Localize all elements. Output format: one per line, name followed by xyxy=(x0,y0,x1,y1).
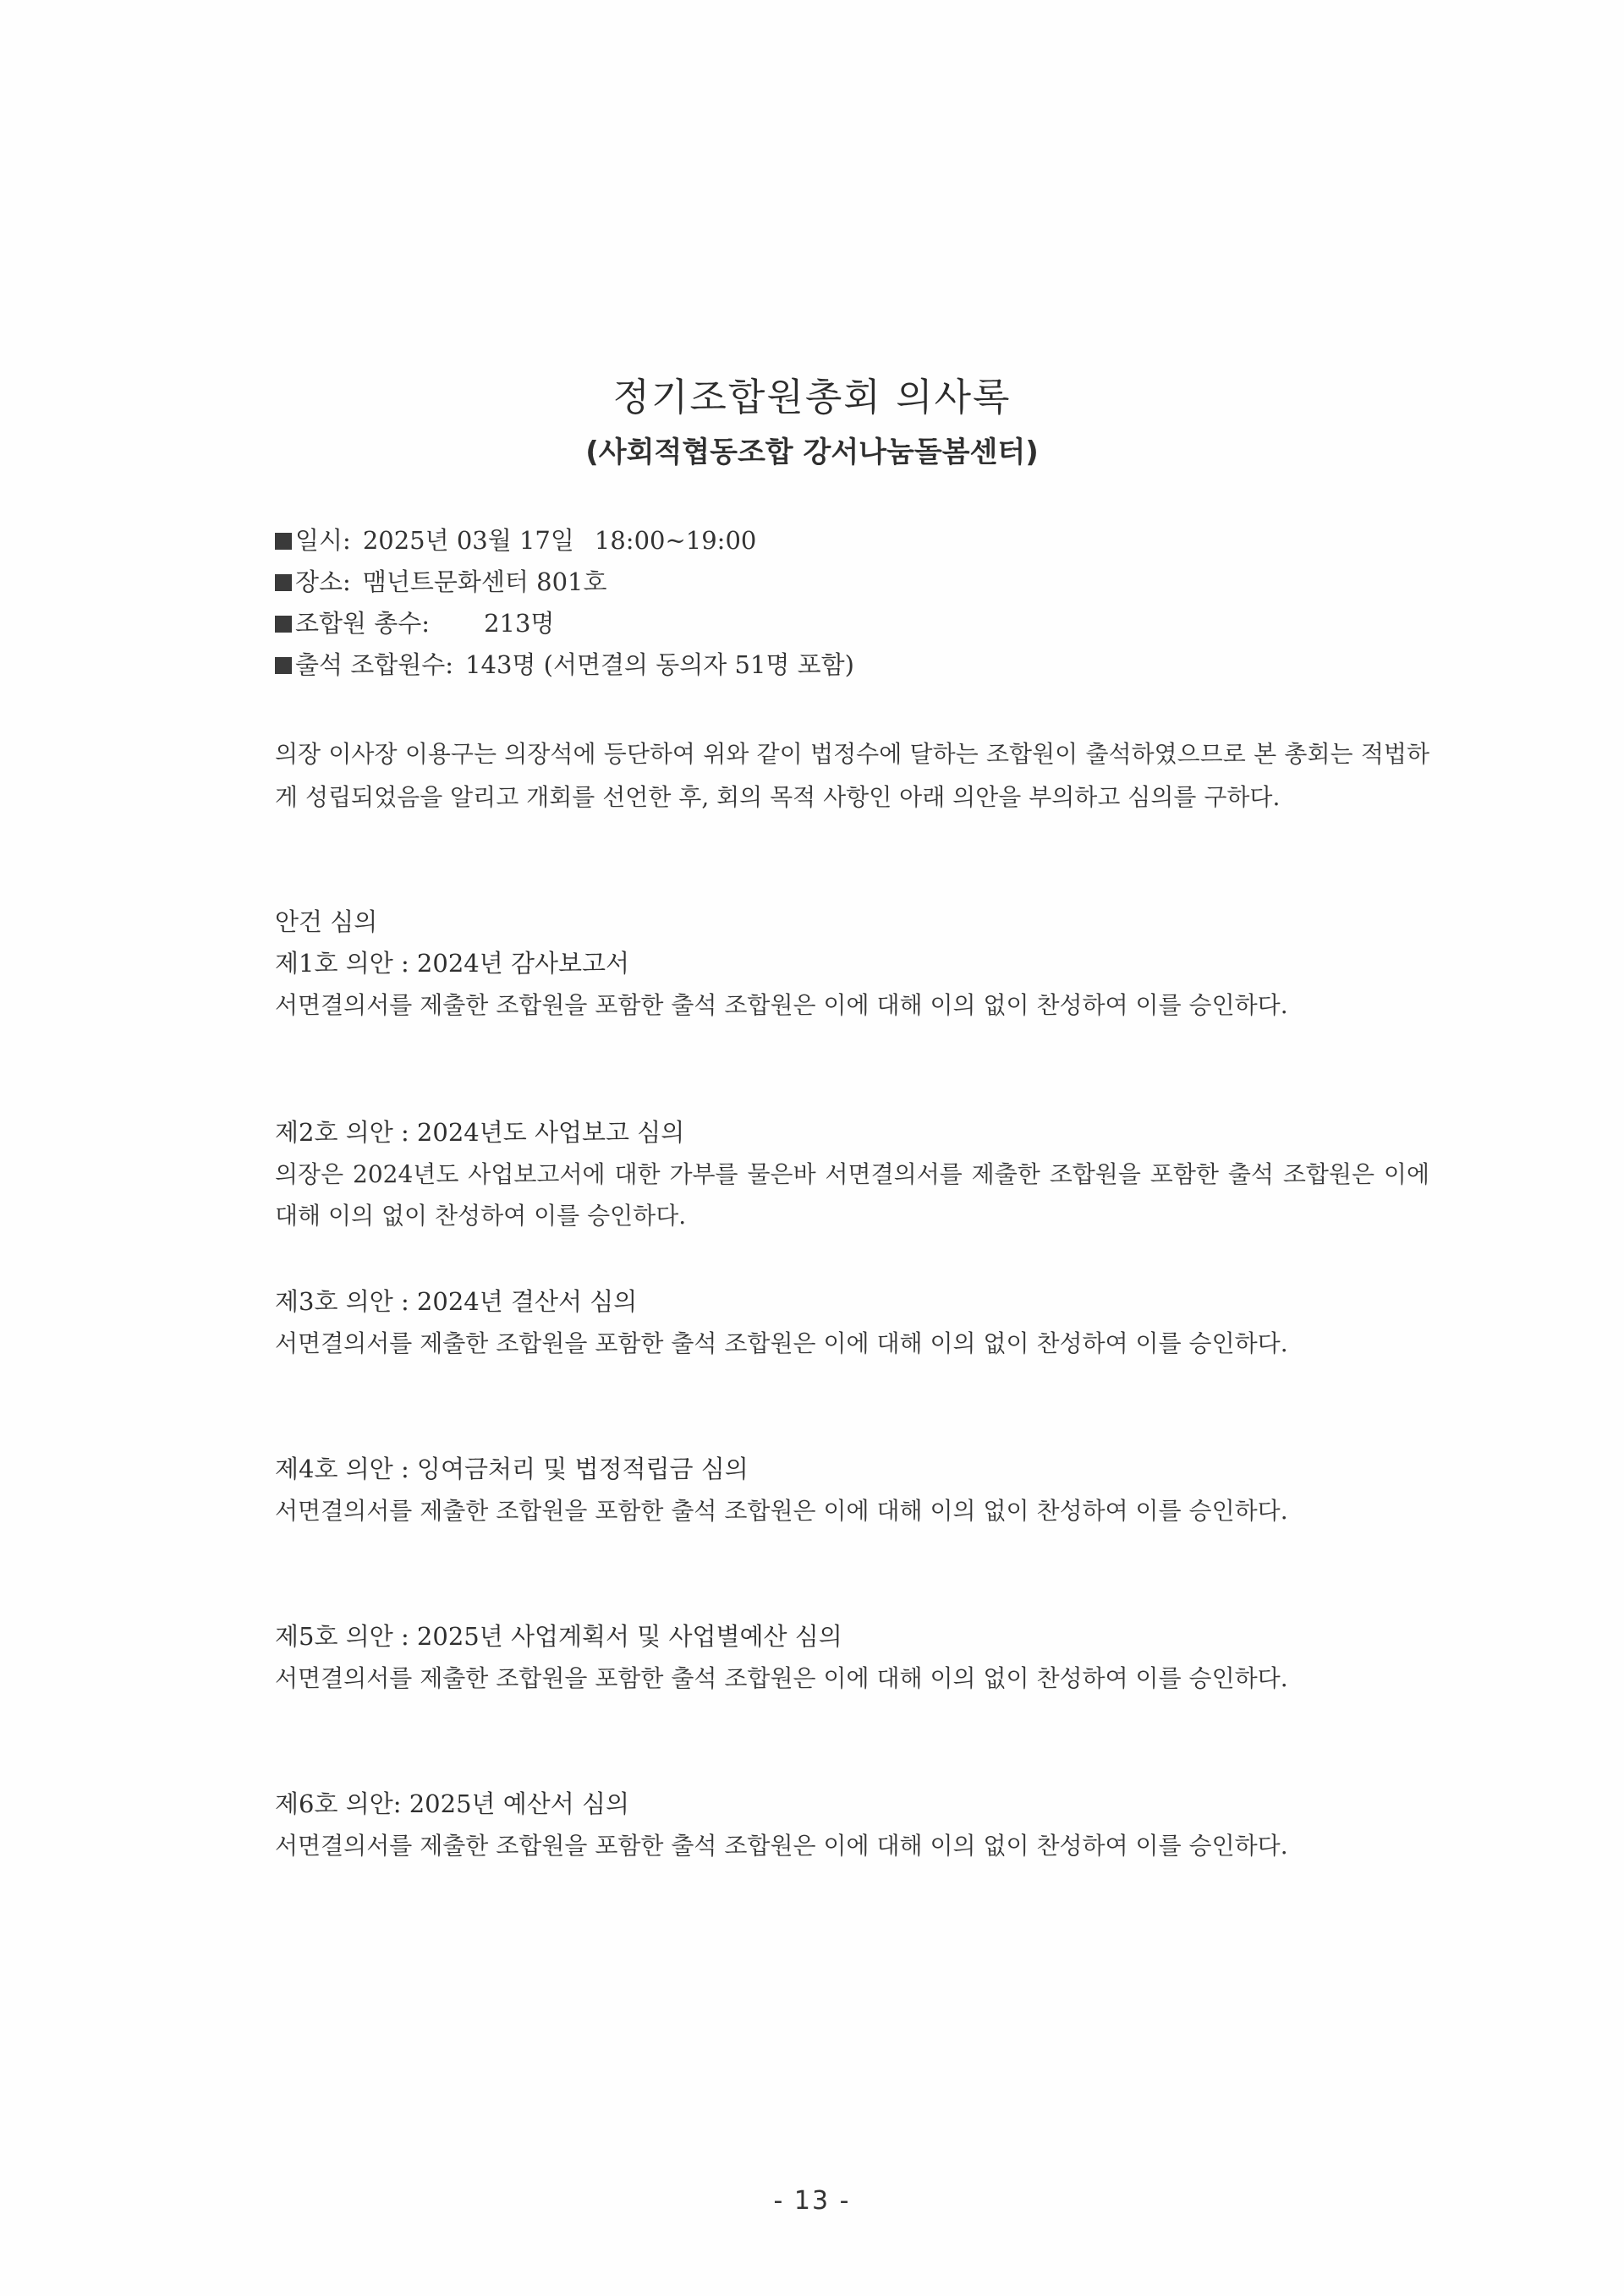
agenda-item-2 xyxy=(275,1111,1429,1236)
place-label: 장소: xyxy=(295,567,351,596)
agenda-heading: 안건 심의 xyxy=(275,907,378,936)
document-title: 정기조합원총회 의사록 xyxy=(612,375,1012,419)
agenda-item-body: 서면결의서를 제출한 조합원을 포함한 출석 조합원은 이에 대해 이의 없이 찬성하여 이를 승인하다. xyxy=(275,991,1288,1019)
agenda-item-1 xyxy=(275,942,1429,1026)
datetime-label: 일시: xyxy=(295,526,351,555)
page-number: - 13 - xyxy=(773,2186,851,2216)
agenda-item-body: 서면결의서를 제출한 조합원을 포함한 출석 조합원은 이에 대해 이의 없이 찬성하여 이를 승인하다. xyxy=(275,1832,1288,1860)
square-bullet-icon xyxy=(275,533,292,550)
attendance-row xyxy=(275,644,1459,686)
agenda-item-4 xyxy=(275,1448,1429,1532)
agenda-item-5 xyxy=(275,1615,1429,1699)
meeting-info xyxy=(275,520,1459,686)
meeting-place-row xyxy=(275,562,1459,603)
agenda-item-title: 제5호 의안 : 2025년 사업계획서 및 사업별예산 심의 xyxy=(275,1622,842,1651)
agenda-item-body: 서면결의서를 제출한 조합원을 포함한 출석 조합원은 이에 대해 이의 없이 찬성하여 이를 승인하다. xyxy=(275,1329,1288,1357)
datetime-time: 18:00~19:00 xyxy=(594,526,757,555)
agenda-item-title: 제2호 의안 : 2024년도 사업보고 심의 xyxy=(275,1118,685,1147)
document-subtitle: (사회적협동조합 강서나눔돌봄센터) xyxy=(585,436,1039,469)
opening-statement: 의장 이사장 이용구는 의장석에 등단하여 위와 같이 법정수에 달하는 조합원이 출석하였으므로 본 총회는 적법하게 성립되었음을 알리고 개회를 선언한 후, 회의 목적 사항인 아래 의안을 부의하고 심의를 구하다. xyxy=(275,740,1429,811)
members-total-row xyxy=(275,603,1459,644)
agenda-item-3 xyxy=(275,1280,1429,1364)
attendance-value: 143명 (서면결의 동의자 51명 포함) xyxy=(465,650,854,679)
agenda-item-body: 서면결의서를 제출한 조합원을 포함한 출석 조합원은 이에 대해 이의 없이 찬성하여 이를 승인하다. xyxy=(275,1497,1288,1525)
agenda-item-title: 제6호 의안: 2025년 예산서 심의 xyxy=(275,1789,630,1818)
square-bullet-icon xyxy=(275,657,292,674)
agenda-item-body: 서면결의서를 제출한 조합원을 포함한 출석 조합원은 이에 대해 이의 없이 찬성하여 이를 승인하다. xyxy=(275,1664,1288,1692)
datetime-date: 2025년 03월 17일 xyxy=(362,526,574,555)
members-total-label: 조합원 총수: xyxy=(295,609,431,638)
meeting-datetime-row xyxy=(275,520,1459,562)
agenda-item-title: 제3호 의안 : 2024년 결산서 심의 xyxy=(275,1287,638,1316)
agenda-item-title: 제1호 의안 : 2024년 감사보고서 xyxy=(275,949,630,978)
place-value: 맴넌트문화센터 801호 xyxy=(362,567,607,596)
agenda-item-title: 제4호 의안 : 잉여금처리 및 법정적립금 심의 xyxy=(275,1455,749,1483)
agenda-item-6 xyxy=(275,1783,1429,1866)
attendance-label: 출석 조합원수: xyxy=(295,650,454,679)
square-bullet-icon xyxy=(275,616,292,633)
square-bullet-icon xyxy=(275,574,292,591)
members-total-value: 213명 xyxy=(484,609,555,638)
agenda-item-body: 의장은 2024년도 사업보고서에 대한 가부를 물은바 서면결의서를 제출한 조합원을 포함한 출석 조합원은 이에 대해 이의 없이 찬성하여 이를 승인하다. xyxy=(275,1160,1429,1230)
title-block xyxy=(0,372,1624,474)
